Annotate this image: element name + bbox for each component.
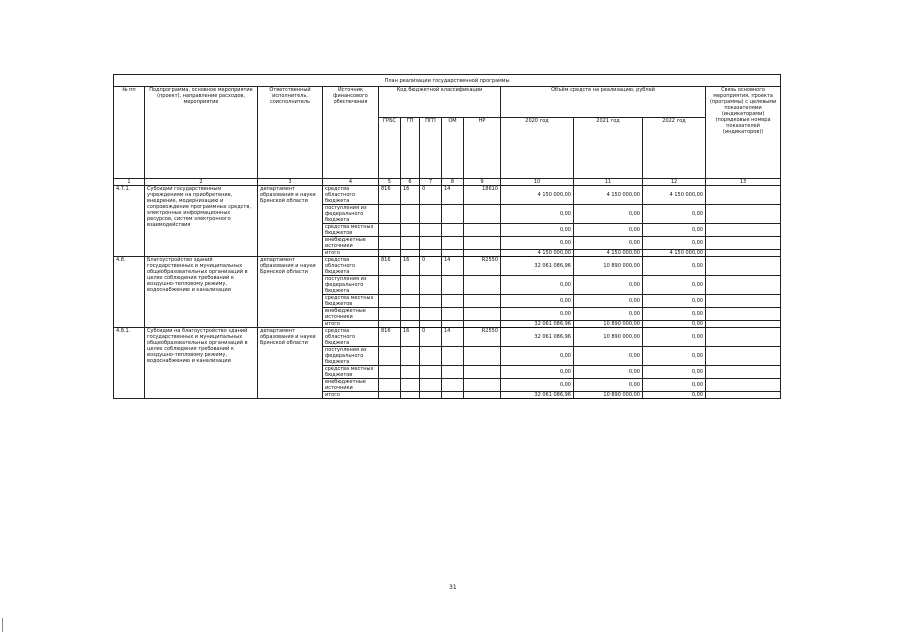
code-gp-cell bbox=[401, 308, 420, 321]
code-np-cell: R2550 bbox=[464, 257, 501, 276]
code-gp-cell: 16 bbox=[401, 186, 420, 205]
item-name: Субсидии на благоустройство зданий государственных и муниципальных общеобразовательных организаций в целях соблюдения требований к воздушно-тепловому режиму, водоснабжению и канализации bbox=[145, 328, 258, 399]
amount-y2021-cell: 0,00 bbox=[574, 379, 643, 392]
header-om: ОМ bbox=[442, 118, 464, 179]
amount-y2020-cell: 0,00 bbox=[501, 224, 574, 237]
code-om-cell bbox=[442, 347, 464, 366]
total-code-cell bbox=[401, 250, 420, 257]
code-gp-cell bbox=[401, 237, 420, 250]
header-2022: 2022 год bbox=[643, 118, 706, 179]
code-grbs-cell bbox=[379, 379, 401, 392]
source-cell: средства областного бюджета bbox=[323, 328, 379, 347]
total-code-cell bbox=[379, 250, 401, 257]
amount-y2022-cell: 0,00 bbox=[643, 276, 706, 295]
column-number-cell: 4 bbox=[323, 179, 379, 186]
item-responsible: департамент образования и науки Брянской области bbox=[258, 257, 323, 328]
amount-y2022-cell: 0,00 bbox=[643, 205, 706, 224]
amount-y2022-cell: 0,00 bbox=[643, 347, 706, 366]
source-cell: внебюджетные источники bbox=[323, 308, 379, 321]
code-gp-cell bbox=[401, 276, 420, 295]
total-link-cell bbox=[706, 392, 781, 399]
link-cell bbox=[706, 257, 781, 276]
amount-y2021-cell: 10 890 000,00 bbox=[574, 257, 643, 276]
source-cell: средства местных бюджетов bbox=[323, 295, 379, 308]
total-code-cell bbox=[401, 392, 420, 399]
code-np-cell bbox=[464, 224, 501, 237]
column-number-cell: 8 bbox=[442, 179, 464, 186]
header-grbs: ГРБС bbox=[379, 118, 401, 179]
column-number-cell: 13 bbox=[706, 179, 781, 186]
item-number: 4.7.1. bbox=[114, 186, 145, 257]
source-cell: средства местных бюджетов bbox=[323, 224, 379, 237]
code-pgp-cell bbox=[420, 237, 442, 250]
header-gp: ГП bbox=[401, 118, 420, 179]
code-grbs-cell bbox=[379, 308, 401, 321]
column-number-cell: 10 bbox=[501, 179, 574, 186]
link-cell bbox=[706, 347, 781, 366]
source-cell: средства областного бюджета bbox=[323, 186, 379, 205]
total-code-cell bbox=[401, 321, 420, 328]
table-title: План реализации государственной программы bbox=[114, 75, 781, 87]
link-cell bbox=[706, 379, 781, 392]
total-y2022-cell: 4 150 000,00 bbox=[643, 250, 706, 257]
code-om-cell bbox=[442, 237, 464, 250]
amount-y2020-cell: 0,00 bbox=[501, 308, 574, 321]
code-om-cell bbox=[442, 295, 464, 308]
total-label: итого bbox=[323, 250, 379, 257]
code-grbs-cell bbox=[379, 224, 401, 237]
header-subprogram: Подпрограмма, основное мероприятие (проект), направление расходов, мероприятие bbox=[145, 87, 258, 179]
total-code-cell bbox=[420, 392, 442, 399]
code-np-cell: R2550 bbox=[464, 328, 501, 347]
total-link-cell bbox=[706, 250, 781, 257]
amount-y2021-cell: 0,00 bbox=[574, 366, 643, 379]
amount-y2021-cell: 10 890 000,00 bbox=[574, 328, 643, 347]
code-om-cell bbox=[442, 308, 464, 321]
item-number: 4.8. bbox=[114, 257, 145, 328]
header-np: НР bbox=[464, 118, 501, 179]
amount-y2021-cell: 0,00 bbox=[574, 224, 643, 237]
column-numbers-row bbox=[114, 179, 781, 186]
amount-y2021-cell: 0,00 bbox=[574, 347, 643, 366]
amount-y2022-cell: 0,00 bbox=[643, 379, 706, 392]
item-name: Благоустройство зданий государственных и муниципальных общеобразовательных организаций в целях соблюдения требований к воздушно-тепловому режиму, водоснабжению и канализации bbox=[145, 257, 258, 328]
code-gp-cell bbox=[401, 205, 420, 224]
link-cell bbox=[706, 276, 781, 295]
amount-y2022-cell: 0,00 bbox=[643, 328, 706, 347]
code-np-cell bbox=[464, 276, 501, 295]
total-y2021-cell: 10 890 000,00 bbox=[574, 321, 643, 328]
header-2021: 2021 год bbox=[574, 118, 643, 179]
source-cell: средства областного бюджета bbox=[323, 257, 379, 276]
code-grbs-cell bbox=[379, 295, 401, 308]
item-number: 4.8.1. bbox=[114, 328, 145, 399]
header-link: Связь основного мероприятия, проекта (программы) с целевыми показателями (индикаторами) (порядковые номера показателей (индикаторов)) bbox=[706, 87, 781, 179]
amount-y2021-cell: 0,00 bbox=[574, 276, 643, 295]
code-om-cell bbox=[442, 379, 464, 392]
source-cell: поступления из федерального бюджета bbox=[323, 347, 379, 366]
amount-y2021-cell: 0,00 bbox=[574, 205, 643, 224]
total-y2020-cell: 4 150 000,00 bbox=[501, 250, 574, 257]
amount-y2022-cell: 0,00 bbox=[643, 257, 706, 276]
amount-y2021-cell: 0,00 bbox=[574, 237, 643, 250]
code-grbs-cell bbox=[379, 366, 401, 379]
code-pgp-cell bbox=[420, 366, 442, 379]
program-plan-sheet bbox=[113, 74, 780, 399]
column-number-cell: 2 bbox=[145, 179, 258, 186]
code-gp-cell bbox=[401, 295, 420, 308]
total-code-cell bbox=[442, 250, 464, 257]
code-om-cell: 14 bbox=[442, 257, 464, 276]
code-gp-cell bbox=[401, 347, 420, 366]
total-code-cell bbox=[420, 321, 442, 328]
total-code-cell bbox=[420, 250, 442, 257]
program-plan-table bbox=[113, 74, 781, 399]
code-gp-cell bbox=[401, 366, 420, 379]
amount-y2022-cell: 0,00 bbox=[643, 366, 706, 379]
amount-y2022-cell: 0,00 bbox=[643, 308, 706, 321]
code-np-cell bbox=[464, 205, 501, 224]
code-pgp-cell: 0 bbox=[420, 328, 442, 347]
code-om-cell bbox=[442, 205, 464, 224]
header-budget-code: Код бюджетной классификации bbox=[379, 87, 501, 118]
code-np-cell bbox=[464, 379, 501, 392]
amount-y2021-cell: 0,00 bbox=[574, 308, 643, 321]
code-om-cell bbox=[442, 224, 464, 237]
code-np-cell: 18610 bbox=[464, 186, 501, 205]
amount-y2020-cell: 32 061 086,96 bbox=[501, 328, 574, 347]
total-y2022-cell: 0,00 bbox=[643, 321, 706, 328]
column-number-cell: 1 bbox=[114, 179, 145, 186]
code-pgp-cell bbox=[420, 224, 442, 237]
header-sources: Источник финансового обеспечения bbox=[323, 87, 379, 179]
page-number: 31 bbox=[449, 584, 457, 591]
link-cell bbox=[706, 205, 781, 224]
scan-edge-mark bbox=[2, 618, 3, 632]
link-cell bbox=[706, 366, 781, 379]
link-cell bbox=[706, 224, 781, 237]
item-responsible: департамент образования и науки Брянской области bbox=[258, 186, 323, 257]
amount-y2020-cell: 0,00 bbox=[501, 205, 574, 224]
code-pgp-cell bbox=[420, 205, 442, 224]
code-pgp-cell bbox=[420, 295, 442, 308]
code-grbs-cell: 816 bbox=[379, 328, 401, 347]
link-cell bbox=[706, 308, 781, 321]
amount-y2020-cell: 0,00 bbox=[501, 347, 574, 366]
link-cell bbox=[706, 328, 781, 347]
total-y2021-cell: 10 890 000,00 bbox=[574, 392, 643, 399]
total-code-cell bbox=[464, 250, 501, 257]
column-number-cell: 5 bbox=[379, 179, 401, 186]
table-row bbox=[114, 257, 781, 276]
table-row bbox=[114, 186, 781, 205]
code-gp-cell bbox=[401, 224, 420, 237]
total-code-cell bbox=[442, 321, 464, 328]
source-cell: внебюджетные источники bbox=[323, 379, 379, 392]
column-number-cell: 9 bbox=[464, 179, 501, 186]
code-np-cell bbox=[464, 237, 501, 250]
total-y2021-cell: 4 150 000,00 bbox=[574, 250, 643, 257]
source-cell: поступления из федерального бюджета bbox=[323, 205, 379, 224]
header-responsible: Ответственный исполнитель, соисполнитель bbox=[258, 87, 323, 179]
column-number-cell: 11 bbox=[574, 179, 643, 186]
total-code-cell bbox=[379, 321, 401, 328]
source-cell: средства местных бюджетов bbox=[323, 366, 379, 379]
code-gp-cell: 16 bbox=[401, 328, 420, 347]
total-link-cell bbox=[706, 321, 781, 328]
total-label: итого bbox=[323, 392, 379, 399]
table-row bbox=[114, 328, 781, 347]
amount-y2020-cell: 0,00 bbox=[501, 237, 574, 250]
code-grbs-cell: 816 bbox=[379, 257, 401, 276]
code-grbs-cell bbox=[379, 237, 401, 250]
amount-y2022-cell: 4 150 000,00 bbox=[643, 186, 706, 205]
amount-y2020-cell: 32 061 086,96 bbox=[501, 257, 574, 276]
code-pgp-cell: 0 bbox=[420, 257, 442, 276]
code-pgp-cell bbox=[420, 347, 442, 366]
amount-y2020-cell: 0,00 bbox=[501, 276, 574, 295]
source-cell: поступления из федерального бюджета bbox=[323, 276, 379, 295]
code-grbs-cell bbox=[379, 205, 401, 224]
total-code-cell bbox=[442, 392, 464, 399]
source-cell: внебюджетные источники bbox=[323, 237, 379, 250]
amount-y2022-cell: 0,00 bbox=[643, 237, 706, 250]
item-responsible: департамент образования и науки Брянской области bbox=[258, 328, 323, 399]
code-np-cell bbox=[464, 366, 501, 379]
code-grbs-cell: 816 bbox=[379, 186, 401, 205]
amount-y2020-cell: 0,00 bbox=[501, 366, 574, 379]
amount-y2020-cell: 0,00 bbox=[501, 295, 574, 308]
amount-y2021-cell: 4 150 000,00 bbox=[574, 186, 643, 205]
amount-y2021-cell: 0,00 bbox=[574, 295, 643, 308]
code-om-cell: 14 bbox=[442, 328, 464, 347]
code-om-cell bbox=[442, 366, 464, 379]
item-name: Субсидии государственным учреждениям на приобретение, внедрение, модернизацию и сопровождение программных средств, электронных информационных ресурсов, систем электронного взаимодействия bbox=[145, 186, 258, 257]
column-number-cell: 7 bbox=[420, 179, 442, 186]
code-np-cell bbox=[464, 308, 501, 321]
amount-y2020-cell: 0,00 bbox=[501, 379, 574, 392]
column-number-cell: 3 bbox=[258, 179, 323, 186]
total-code-cell bbox=[379, 392, 401, 399]
code-om-cell: 14 bbox=[442, 186, 464, 205]
header-2020: 2020 год bbox=[501, 118, 574, 179]
link-cell bbox=[706, 237, 781, 250]
total-y2020-cell: 32 061 086,96 bbox=[501, 392, 574, 399]
code-om-cell bbox=[442, 276, 464, 295]
total-code-cell bbox=[464, 321, 501, 328]
total-y2020-cell: 32 061 086,96 bbox=[501, 321, 574, 328]
code-grbs-cell bbox=[379, 347, 401, 366]
amount-y2022-cell: 0,00 bbox=[643, 224, 706, 237]
header-volume: Объём средств на реализацию, рублей bbox=[501, 87, 706, 118]
code-pgp-cell bbox=[420, 308, 442, 321]
amount-y2020-cell: 4 150 000,00 bbox=[501, 186, 574, 205]
code-np-cell bbox=[464, 295, 501, 308]
column-number-cell: 6 bbox=[401, 179, 420, 186]
header-pgp: ПГП bbox=[420, 118, 442, 179]
code-gp-cell: 16 bbox=[401, 257, 420, 276]
link-cell bbox=[706, 186, 781, 205]
link-cell bbox=[706, 295, 781, 308]
column-number-cell: 12 bbox=[643, 179, 706, 186]
code-pgp-cell bbox=[420, 276, 442, 295]
code-pgp-cell bbox=[420, 379, 442, 392]
header-num: № пп bbox=[114, 87, 145, 179]
total-code-cell bbox=[464, 392, 501, 399]
total-label: итого bbox=[323, 321, 379, 328]
total-y2022-cell: 0,00 bbox=[643, 392, 706, 399]
code-grbs-cell bbox=[379, 276, 401, 295]
code-pgp-cell: 0 bbox=[420, 186, 442, 205]
code-gp-cell bbox=[401, 379, 420, 392]
code-np-cell bbox=[464, 347, 501, 366]
amount-y2022-cell: 0,00 bbox=[643, 295, 706, 308]
